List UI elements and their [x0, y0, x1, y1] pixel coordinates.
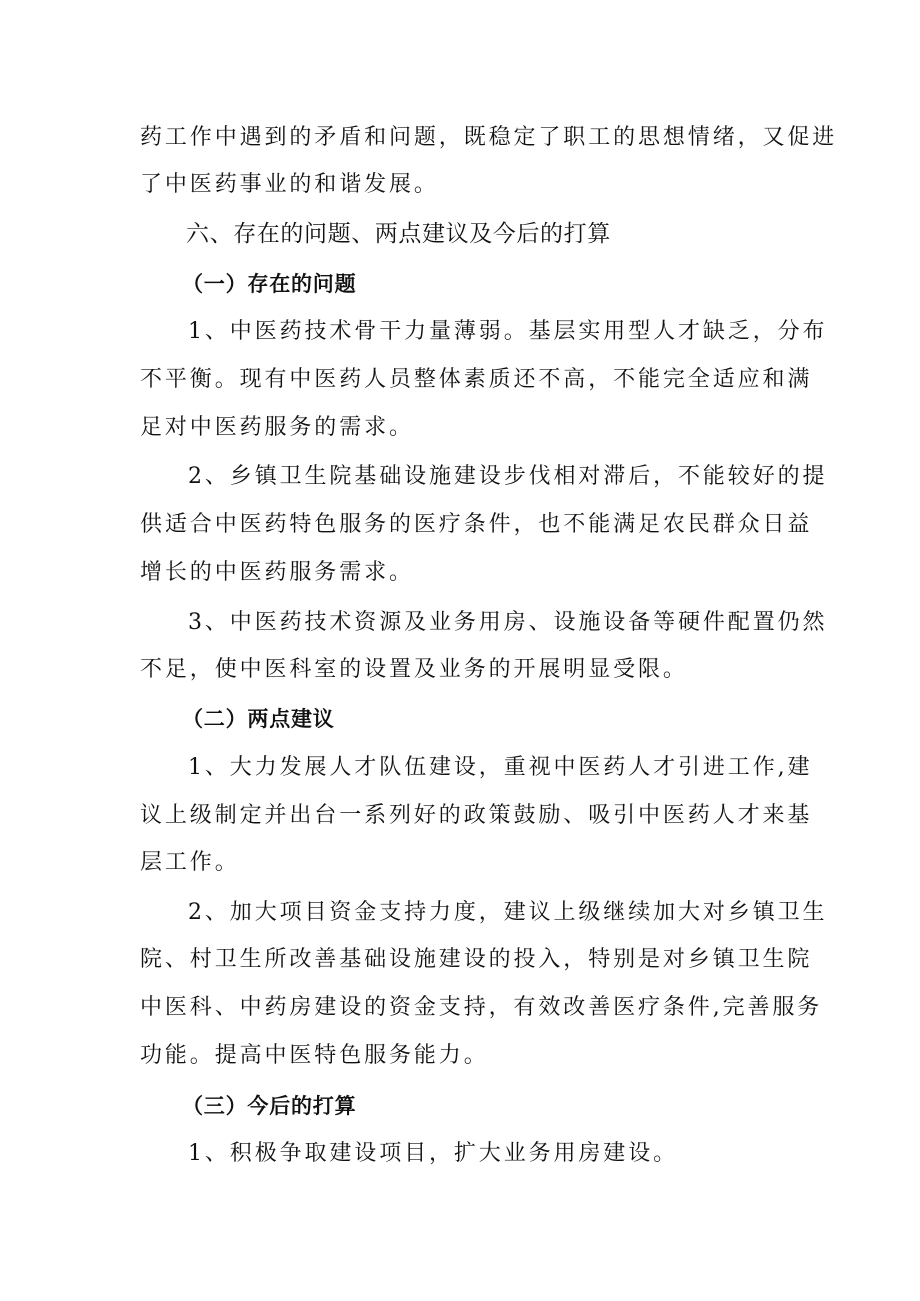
paragraph-line: 院、村卫生所改善基础设施建设的投入，特别是对乡镇卫生院	[140, 947, 813, 972]
paragraph-line: 中医科、中药房建设的资金支持，有效改善医疗条件,完善服务	[140, 995, 823, 1020]
section-heading: 六、存在的问题、两点建议及今后的打算	[186, 221, 611, 247]
paragraph-line: 1、中医药技术骨干力量薄弱。基层实用型人才缺乏，分布	[188, 319, 828, 344]
paragraph-line: 足对中医药服务的需求。	[140, 415, 414, 440]
paragraph-line: 功能。提高中医特色服务能力。	[140, 1043, 489, 1068]
subsection-heading-plans: （三）今后的打算	[182, 1094, 357, 1118]
paragraph-line: 1、积极争取建设项目，扩大业务用房建设。	[188, 1141, 678, 1166]
paragraph-line: 增长的中医药服务需求。	[140, 560, 414, 585]
paragraph-line: 2、加大项目资金支持力度，建议上级继续加大对乡镇卫生	[188, 900, 828, 925]
paragraph-line: 了中医药事业的和谐发展。	[140, 172, 439, 197]
paragraph-line: 层工作。	[140, 850, 240, 875]
paragraph-line: 不平衡。现有中医药人员整体素质还不高，不能完全适应和满	[140, 367, 813, 392]
paragraph-line: 议上级制定并出台一系列好的政策鼓励、吸引中医药人才来基	[140, 803, 813, 828]
paragraph-line: 1、大力发展人才队伍建设，重视中医药人才引进工作,建	[188, 755, 813, 780]
subsection-heading-suggestions: （二）两点建议	[182, 707, 335, 731]
paragraph-line: 药工作中遇到的矛盾和问题，既稳定了职工的思想情绪，又促进	[140, 125, 838, 150]
paragraph-line: 供适合中医药特色服务的医疗条件，也不能满足农民群众日益	[140, 512, 813, 537]
paragraph-line: 3、中医药技术资源及业务用房、设施设备等硬件配置仍然	[188, 610, 828, 635]
paragraph-line: 2、乡镇卫生院基础设施建设步伐相对滞后，不能较好的提	[188, 464, 828, 489]
paragraph-line: 不足，使中医科室的设置及业务的开展明显受限。	[140, 657, 688, 682]
subsection-heading-problems: （一）存在的问题	[182, 272, 357, 296]
